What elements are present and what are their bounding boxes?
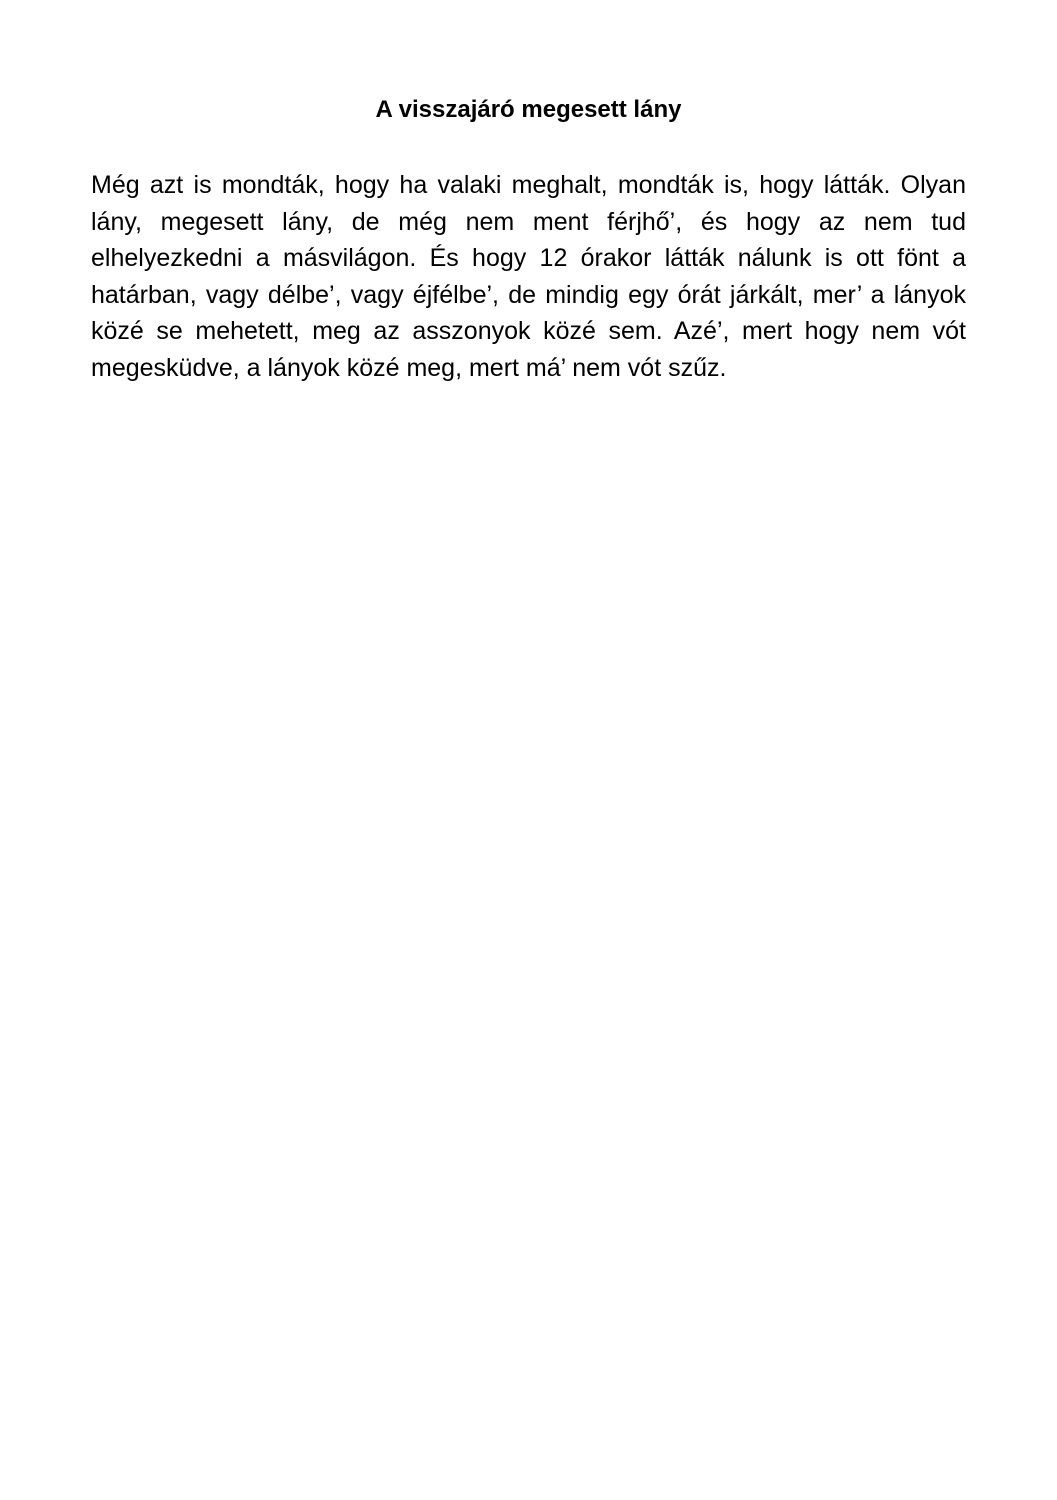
document-title: A visszajáró megesett lány [375, 96, 682, 123]
document-paragraph: Még azt is mondták, hogy ha valaki meghalt, mondták is, hogy látták. Olyan lány, megesett lány, de még nem ment férjhő’, és hogy az nem tud elhelyezkedni a másvilágon. És hogy 12 órakor látták nálunk is ott fönt a határban, vagy délbe’, vagy éjfélbe’, de mindig egy órát járkált, mer’ a lányok közé se mehetett, meg az asszonyok közé sem. Azé’, mert hogy nem vót megesküdve, a lányok közé meg, mert má’ nem vót szűz. [91, 171, 966, 382]
